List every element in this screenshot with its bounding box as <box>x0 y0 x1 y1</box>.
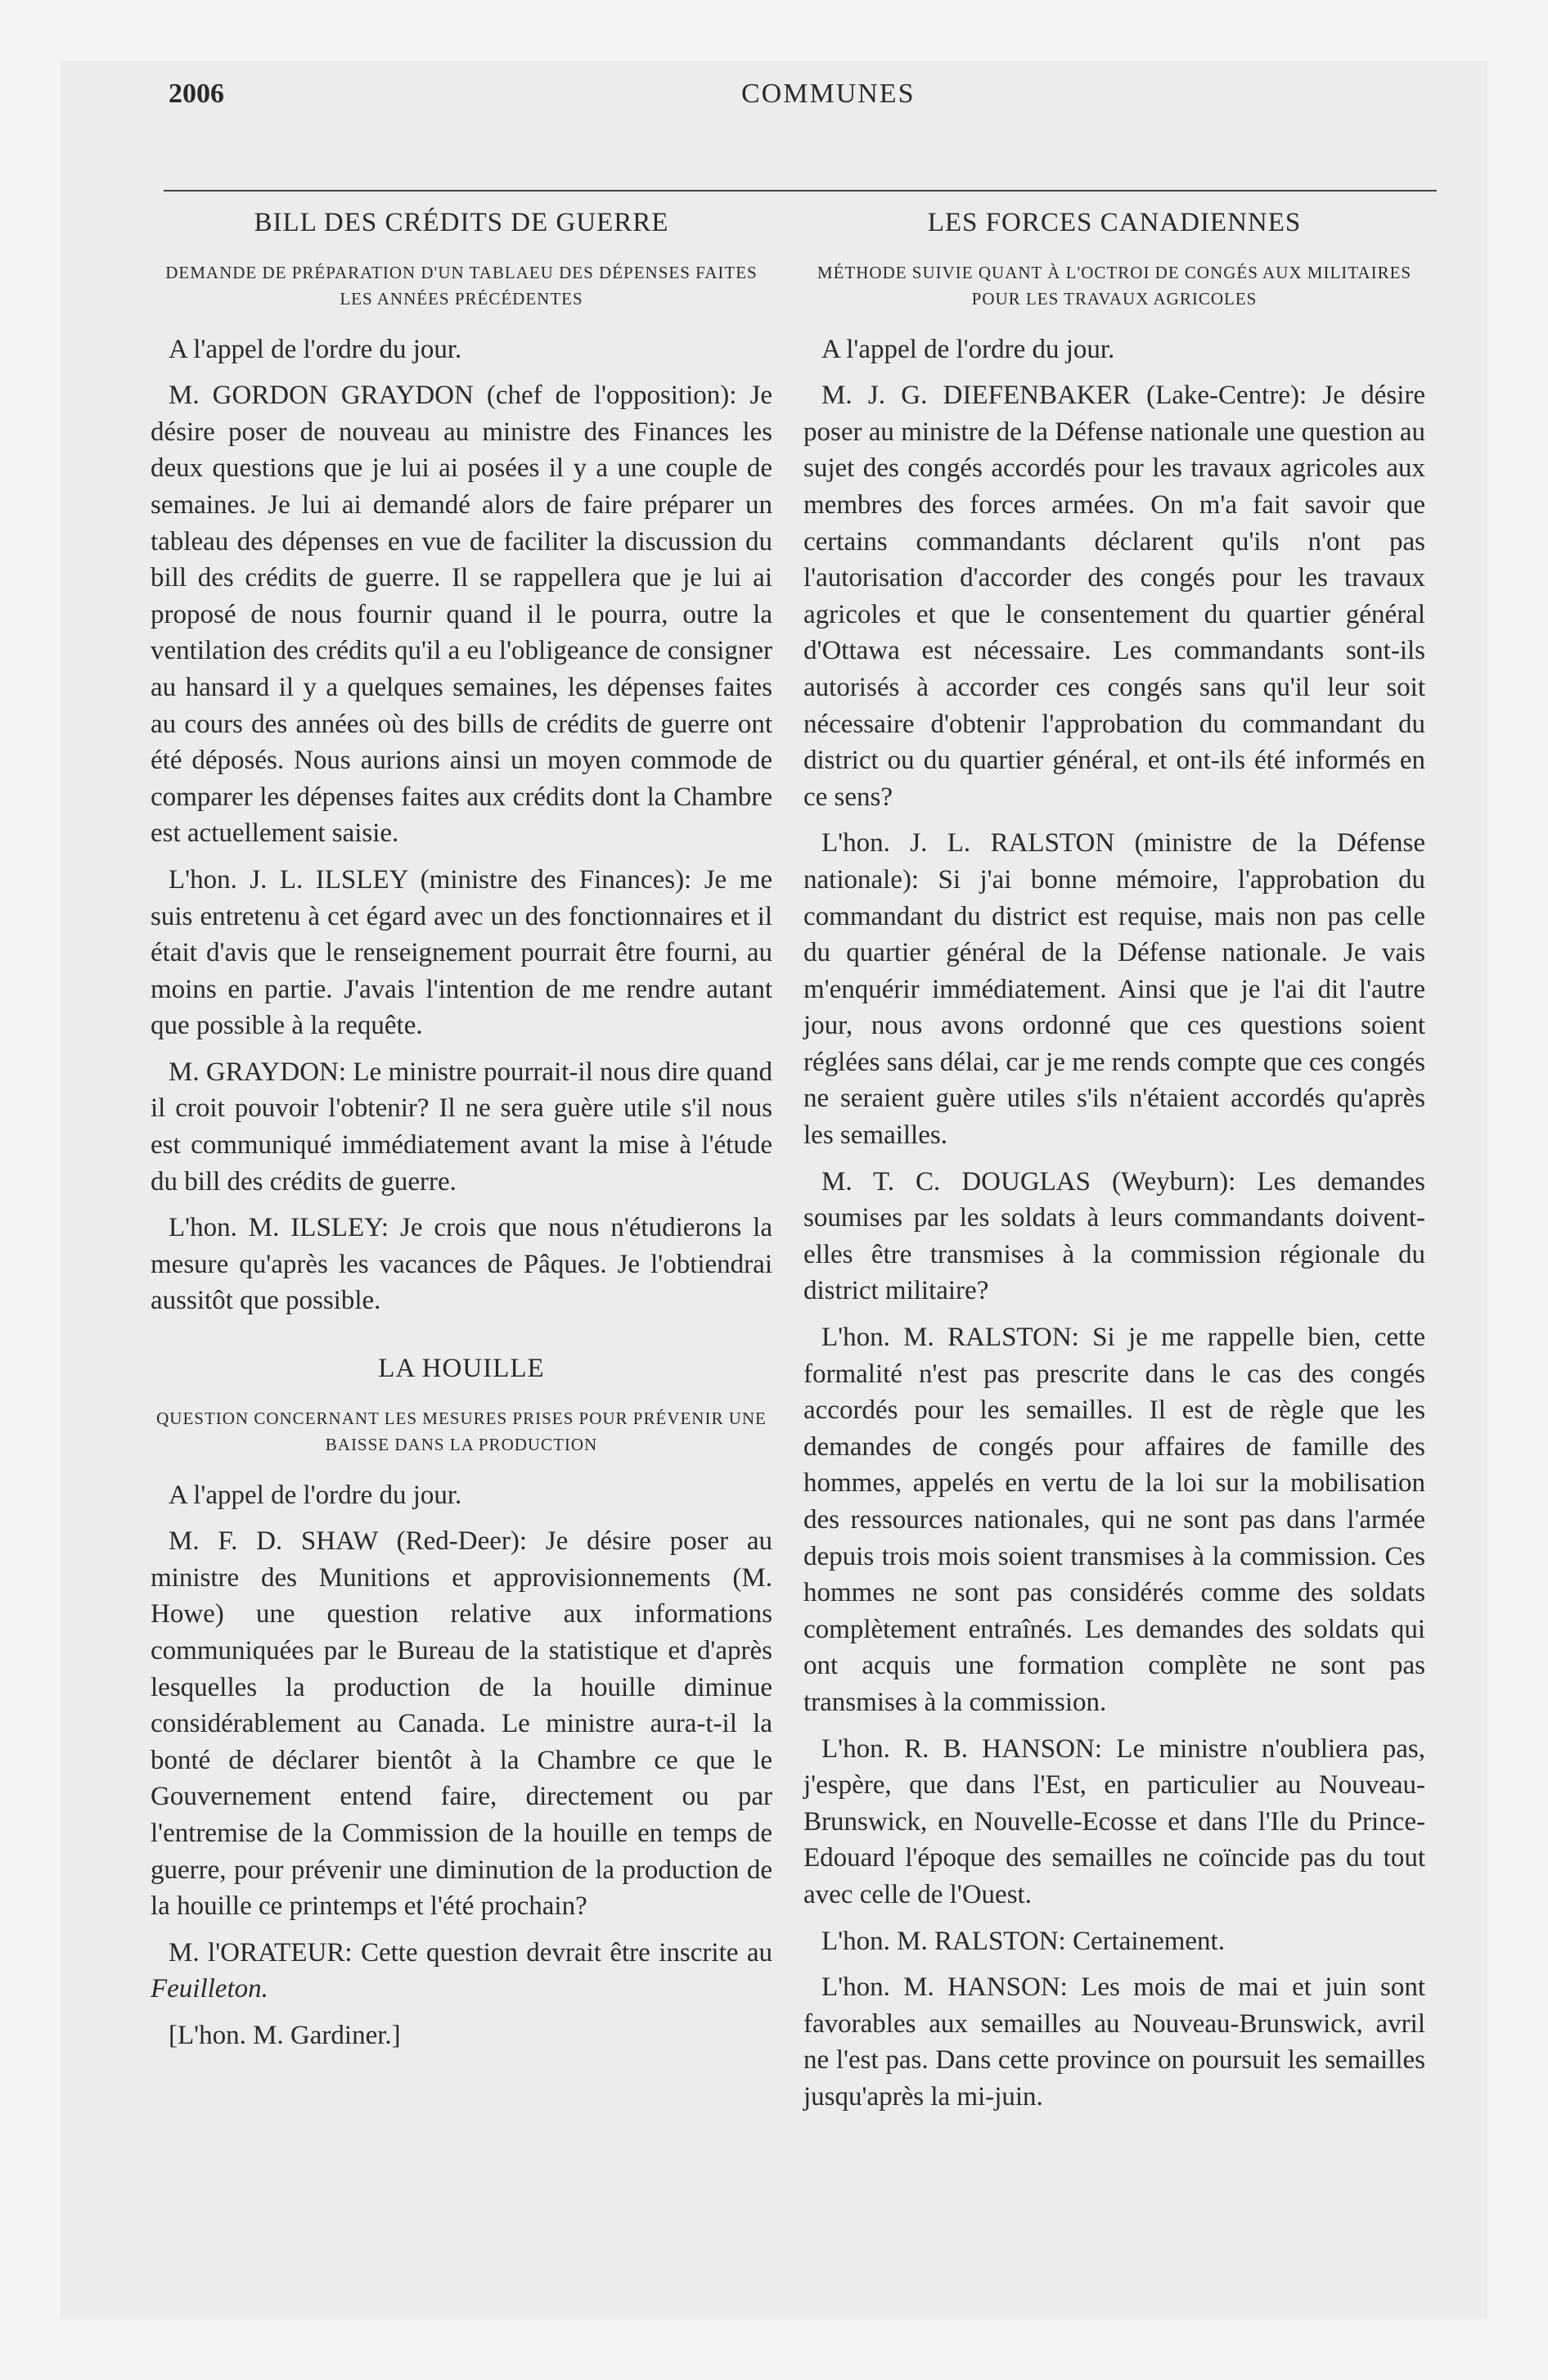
paragraph: A l'appel de l'ordre du jour. <box>821 334 1115 364</box>
paragraph: L'hon. R. B. HANSON: Le ministre n'oubliera pas, j'espère, que dans l'Est, en particulier au Nouveau-Brunswick, en Nouvelle-Ecosse et dans l'Ile du Prince-Edouard l'époque des semailles ne coïncide pas du tout avec celle de l'Ouest. <box>803 1733 1425 1909</box>
paragraph: L'hon. J. L. ILSLEY (ministre des Finances): Je me suis entretenu à cet égard avec un des fonctionnaires et il était d'avis que le renseignement pourrait être fourni, au moins en partie. J'avais l'intention de me rendre autant que possible à la requête. <box>151 864 772 1041</box>
page-header <box>169 79 1445 128</box>
section-title-forces: LES FORCES CANADIENNES <box>927 208 1302 237</box>
paragraph: M. J. G. DIEFENBAKER (Lake-Centre): Je désire poser au ministre de la Défense nationale une question au sujet des congés accordés pour les travaux agricoles aux membres des forces armées. On m'a fait savoir que certains commandants déclarent qu'ils n'ont pas l'autorisation d'accorder des congés pour les travaux agricoles et que le consentement du quartier général d'Ottawa est nécessaire. Les commandants sont-ils autorisés à accorder ces congés sans qu'il leur soit nécessaire d'obtenir l'approbation du commandant du district ou du quartier général, et ont-ils été informés en ce sens? <box>803 381 1425 812</box>
paragraph: M. GORDON GRAYDON (chef de l'opposition): Je désire poser de nouveau au ministre des Finances les deux questions que je lui ai posées il y a une couple de semaines. Je lui ai demandé alors de faire préparer un tableau des dépenses en vue de faciliter la discussion du bill des crédits de guerre. Il se rappellera que je lui ai proposé de nous fournir quand il le pourra, outre la ventilation des crédits qu'il a eu l'obligeance de consigner au hansard il y a quelques semaines, les dépenses faites au cours des années où des bills de crédits de guerre ont été déposés. Nous aurions ainsi un moyen commode de comparer les dépenses faites aux crédits dont la Chambre est actuellement saisie. <box>151 381 772 849</box>
paragraph-text: M. l'ORATEUR: Cette question devrait être inscrite au <box>169 1937 772 1968</box>
paragraph: L'hon. M. RALSTON: Si je me rappelle bien, cette formalité n'est pas prescrite dans le cas des congés accordés pour les semailles. Il est de règle que les demandes de congés pour affaires de famille des hommes, appelés en vertu de la loi sur la mobilisation des ressources nationales, qui ne sont pas dans l'armée depuis trois mois soient transmises à la commission. Ces hommes ne sont pas considérés comme des soldats complètement entraînés. Les demandes des soldats qui ont acquis une formation complète ne sont pas transmises à la commission. <box>803 1323 1425 1717</box>
paragraph: L'hon. M. ILSLEY: Je crois que nous n'étudierons la mesure qu'après les vacances de Pâques. Je l'obtiendrai aussitôt que possible. <box>151 1213 772 1316</box>
paragraph: M. T. C. DOUGLAS (Weyburn): Les demandes soumises par les soldats à leurs commandants doivent-elles être transmises à la commission régionale du district militaire? <box>803 1166 1425 1306</box>
section-title-credits: BILL DES CRÉDITS DE GUERRE <box>254 208 669 237</box>
paragraph: M. GRAYDON: Le ministre pourrait-il nous dire quand il croit pouvoir l'obtenir? Il ne sera guère utile s'il nous est communiqué immédiatement avant la mise à l'étude du bill des crédits de guerre. <box>151 1057 772 1197</box>
italic-term: Feuilleton. <box>151 1974 268 2004</box>
paragraph: L'hon. M. RALSTON: Certainement. <box>821 1926 1225 1956</box>
running-head: COMMUNES <box>741 79 916 109</box>
section-subhead-forces: MÉTHODE SUIVIE QUANT À L'OCTROI DE CONGÉS AUX MILITAIRES POUR LES TRAVAUX AGRICOLES <box>817 262 1412 309</box>
section-subhead-credits: DEMANDE DE PRÉPARATION D'UN TABLAEU DES DÉPENSES FAITES LES ANNÉES PRÉCÉDENTES <box>165 262 758 309</box>
page-number: 2006 <box>169 79 224 109</box>
paragraph <box>151 1935 772 2008</box>
paragraph: M. F. D. SHAW (Red-Deer): Je désire poser au ministre des Munitions et approvisionnements (M. Howe) une question relative aux informations communiquées par le Bureau de la statistique et d'après lesquelles la production de la houille diminue considérablement au Canada. Le ministre aura-t-il la bonté de déclarer bientôt à la Chambre ce que le Gouvernement entend faire, directement ou par l'entremise de la Commission de la houille en temps de guerre, pour prévenir une diminution de la production de la houille ce printemps et l'été prochain? <box>151 1526 772 1922</box>
section-title-houille: LA HOUILLE <box>378 1354 545 1384</box>
paragraph: L'hon. M. HANSON: Les mois de mai et juin sont favorables aux semailles au Nouveau-Brunswick, avril ne l'est pas. Dans cette province on poursuit les semailles jusqu'après la mi-juin. <box>803 1972 1425 2112</box>
paragraph: L'hon. J. L. RALSTON (ministre de la Défense nationale): Si j'ai bonne mémoire, l'approbation du commandant du district est requise, mais non pas celle du quartier général de la Défense nationale. Je vais m'enquérir immédiatement. Ainsi que je l'ai dit l'autre jour, nous avons ordonné que ces questions soient réglées sans délai, car je me rends compte que ces congés ne seraient guère utiles s'ils n'étaient accordés qu'après les semailles. <box>803 828 1425 1151</box>
header-rule <box>164 190 1437 192</box>
paragraph: A l'appel de l'ordre du jour. <box>169 1480 462 1510</box>
footer-note: [L'hon. M. Gardiner.] <box>169 2020 401 2050</box>
section-subhead-houille: QUESTION CONCERNANT LES MESURES PRISES POUR PRÉVENIR UNE BAISSE DANS LA PRODUCTION <box>156 1408 767 1454</box>
left-column <box>151 203 772 2064</box>
paragraph: A l'appel de l'ordre du jour. <box>169 334 462 364</box>
right-column <box>803 203 1425 2125</box>
